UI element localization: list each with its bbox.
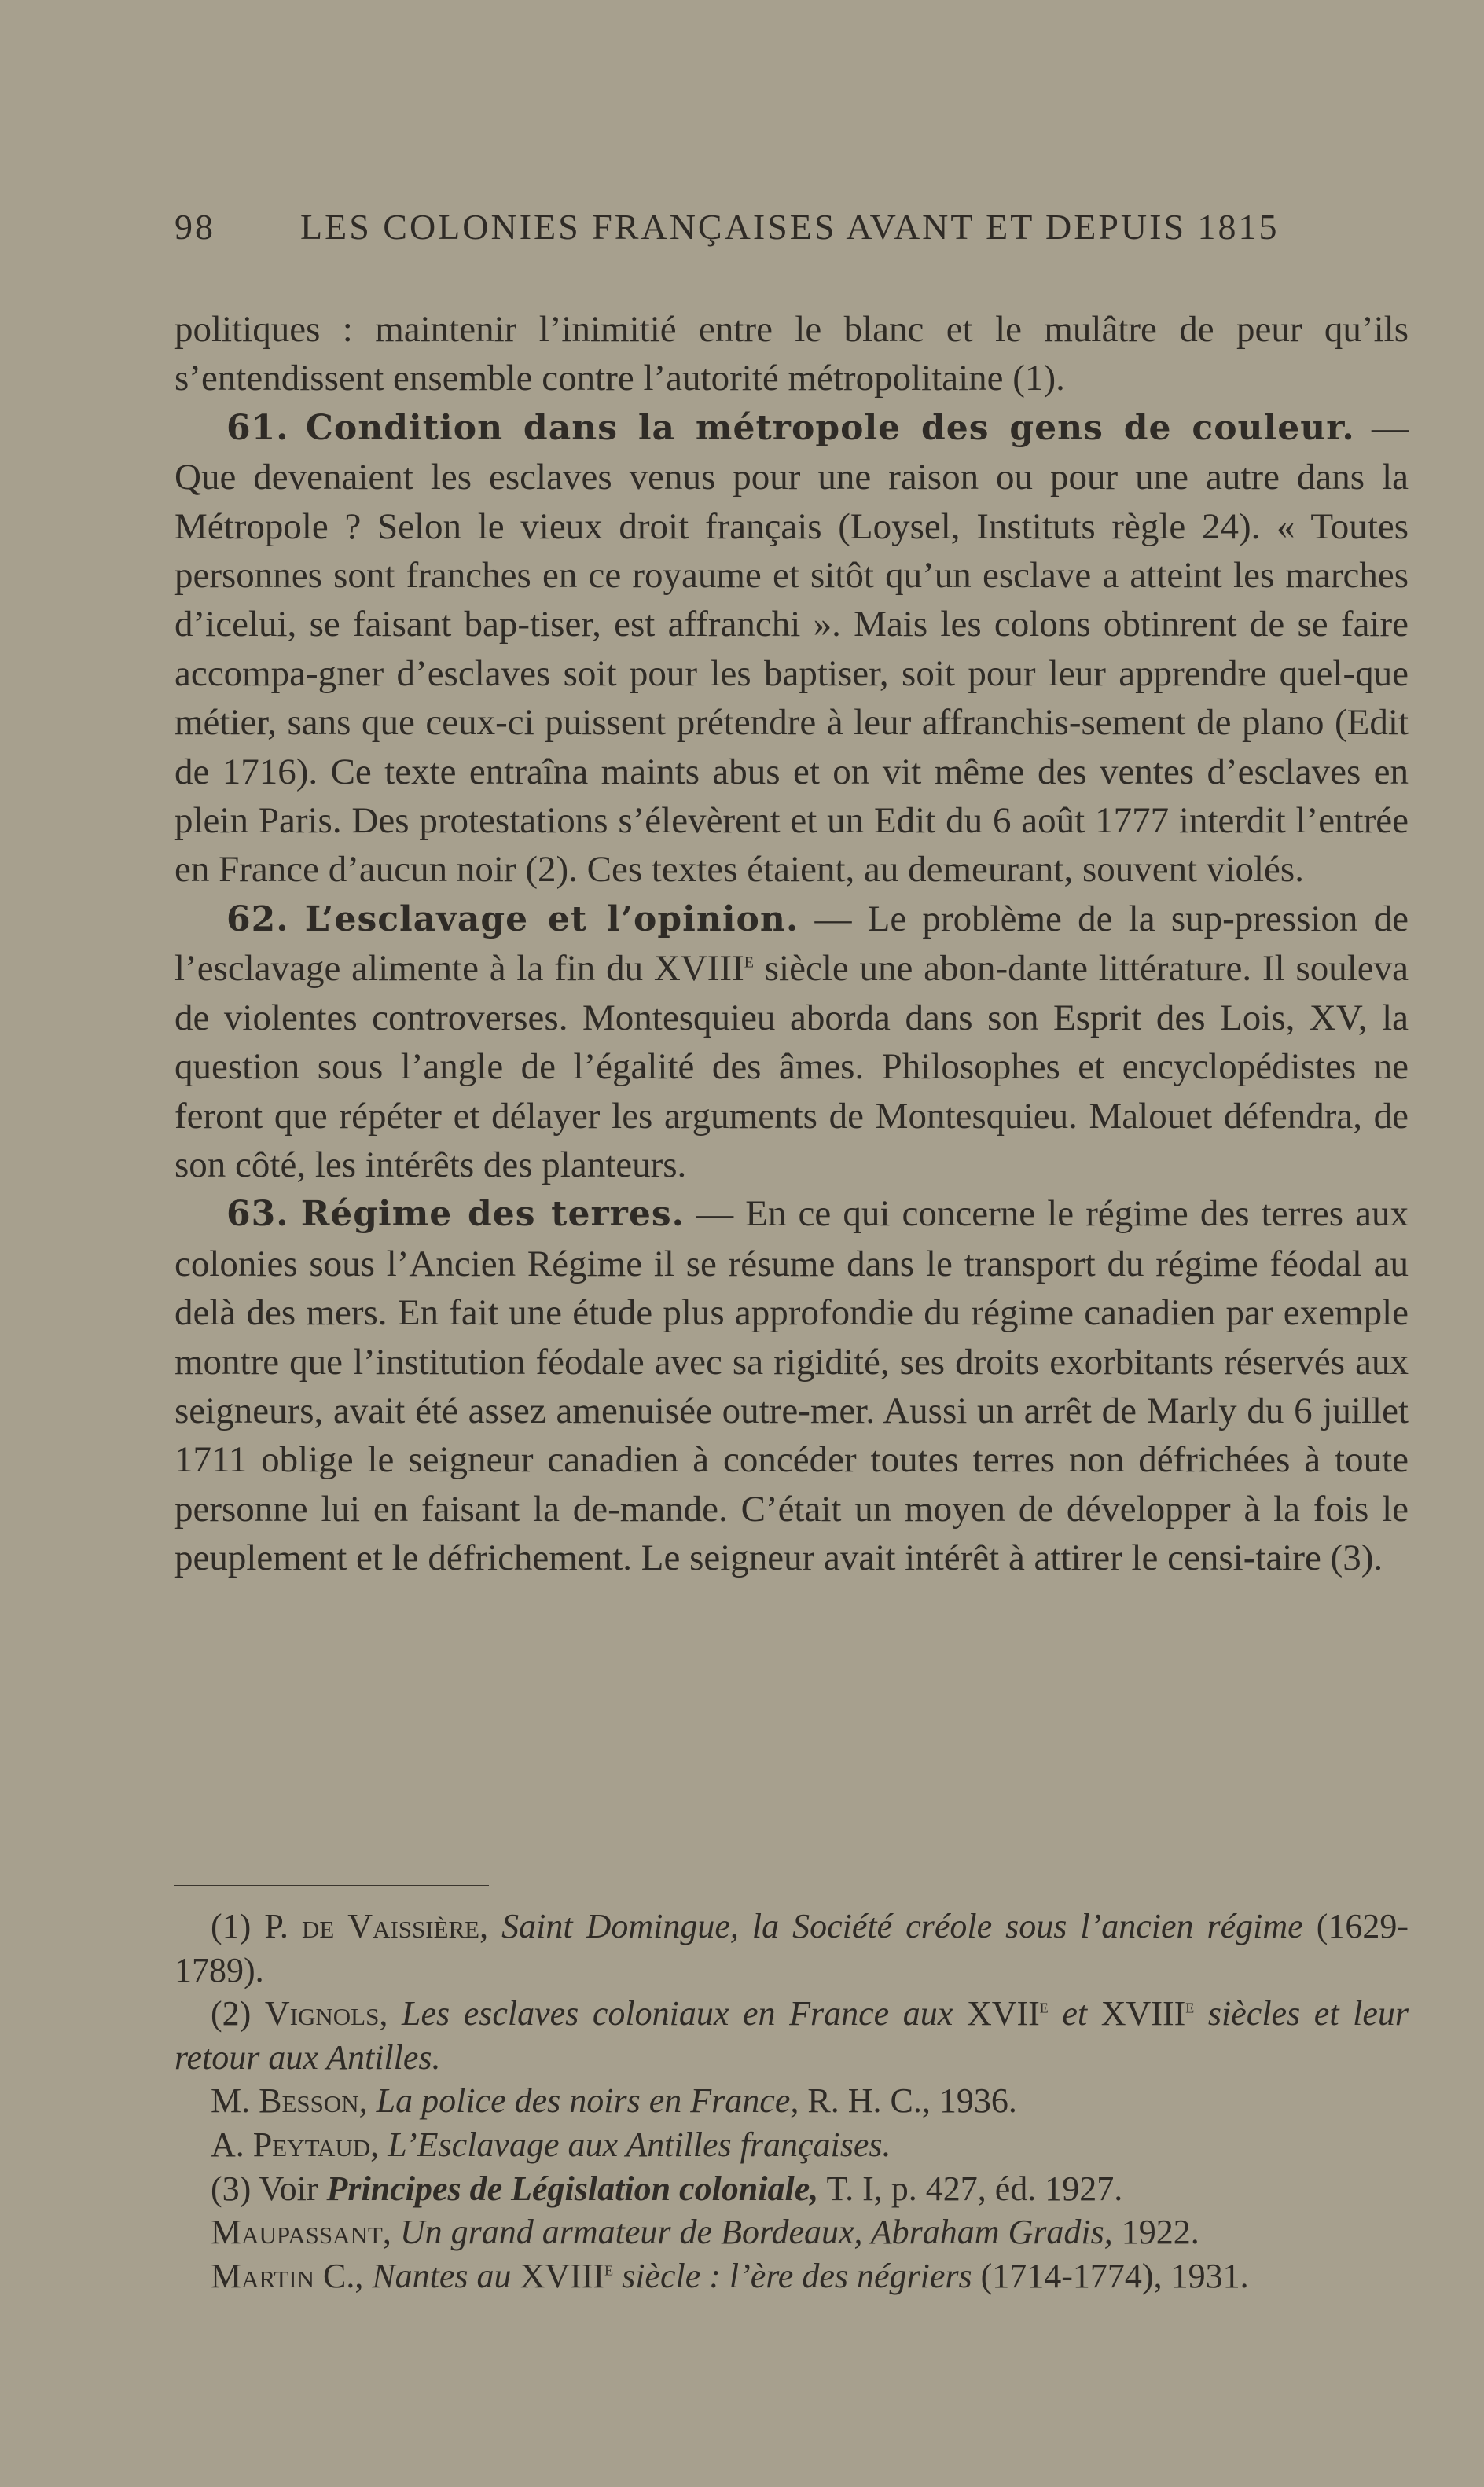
running-title: LES COLONIES FRANÇAISES AVANT ET DEPUIS 1815	[300, 207, 1280, 247]
running-header	[174, 206, 1298, 261]
section-text: — Que devenaient les esclaves venus pour une raison ou pour une autre dans la Métropole ? Selon le vieux droit français (Loysel, Instituts règle 24). « Toutes personnes sont franches en ce royaume et sitôt qu’un esclave a atteint les marches d’icelui, se faisant bap-tiser, est affranchi ». Mais les colons obtinrent de se faire accompa-gner d’esclaves soit pour les baptiser, soit pour leur apprendre quel-que métier, sans que ceux-ci puissent prétendre à leur affranchis-sement de plano (Edit de 1716). Ce texte entraîna maints abus et on vit même des ventes d’esclaves en plein Paris. Des protestations s’élevèrent et un Edit du 6 août 1777 interdit l’entrée en France d’aucun noir (2). Ces textes étaient, au demeurant, souvent violés.	[174, 406, 1409, 891]
footnote-3-martin: Martin C., Nantes au XVIIIe siècle : l’ère des négriers (1714-1774), 1931.	[211, 2256, 1249, 2295]
section-text: — En ce qui concerne le régime des terres aux colonies sous l’Ancien Régime il se résume dans le transport du régime féodal au delà des mers. En fait une étude plus approfondie du régime canadien par exemple montre que l’institution féodale avec sa rigidité, ses droits exorbitants réservés aux seigneurs, avait été assez amenuisée outre-mer. Aussi un arrêt de Marly du 6 juillet 1711 oblige le seigneur canadien à concéder toutes terres non défrichées à toute personne lui en faisant la de-mande. C’était un moyen de développer à la fois le peuplement et le défrichement. Le seigneur avait intérêt à attirer le censi-taire (3).	[174, 1193, 1409, 1579]
section-62	[174, 895, 1409, 1189]
footnote-2: (2) Vignols, Les esclaves coloniaux en France aux XVIIe et XVIIIe siècles et leur retour aux Antilles.	[174, 1993, 1409, 2077]
page-number: 98	[174, 207, 215, 247]
footnote-3-maupassant: Maupassant, Un grand armateur de Bordeaux, Abraham Gradis, 1922.	[211, 2213, 1199, 2252]
footnote-2-besson: M. Besson, La police des noirs en France, R. H. C., 1936.	[211, 2081, 1017, 2121]
century-numeral: XVIIIe	[653, 948, 754, 990]
footnote-2-peytaud: A. Peytaud, L’Esclavage aux Antilles françaises.	[211, 2125, 891, 2164]
section-title: Régime des terres.	[300, 1194, 685, 1235]
paragraph-continuation: politiques : maintenir l’inimitié entre le blanc et le mulâtre de peur qu’ils s’entendissent ensemble contre l’autorité métropolitaine (1).	[174, 309, 1409, 399]
footnote-divider	[174, 1885, 489, 1886]
main-text	[174, 305, 1409, 1583]
footnote-3: (3) Voir Principes de Législation coloniale, T. I, p. 427, éd. 1927.	[211, 2169, 1123, 2208]
footnotes	[174, 1905, 1409, 2298]
section-61	[174, 403, 1409, 895]
section-number: 62.	[226, 898, 289, 939]
section-text: — Le problème de la sup-pression de l’esclavage alimente à la fin du	[174, 898, 1409, 990]
section-number: 63.	[226, 1194, 289, 1235]
section-title: L’esclavage et l’opinion.	[304, 898, 799, 939]
section-text: siècle une abon-dante littérature. Il souleva de violentes controverses. Montesquieu aborda dans son Esprit des Lois, XV, la question sous l’angle de l’égalité des âmes. Philosophes et encyclopédistes ne feront que répéter et délayer les arguments de Montesquieu. Malouet défendra, de son côté, les intérêts des planteurs.	[174, 948, 1409, 1185]
section-title: Condition dans la métropole des gens de couleur.	[305, 407, 1355, 448]
section-63	[174, 1189, 1409, 1582]
footnote-1: (1) P. de Vaissière, Saint Domingue, la Société créole sous l’ancien régime (1629-1789).	[174, 1907, 1409, 1989]
section-number: 61.	[226, 407, 289, 448]
